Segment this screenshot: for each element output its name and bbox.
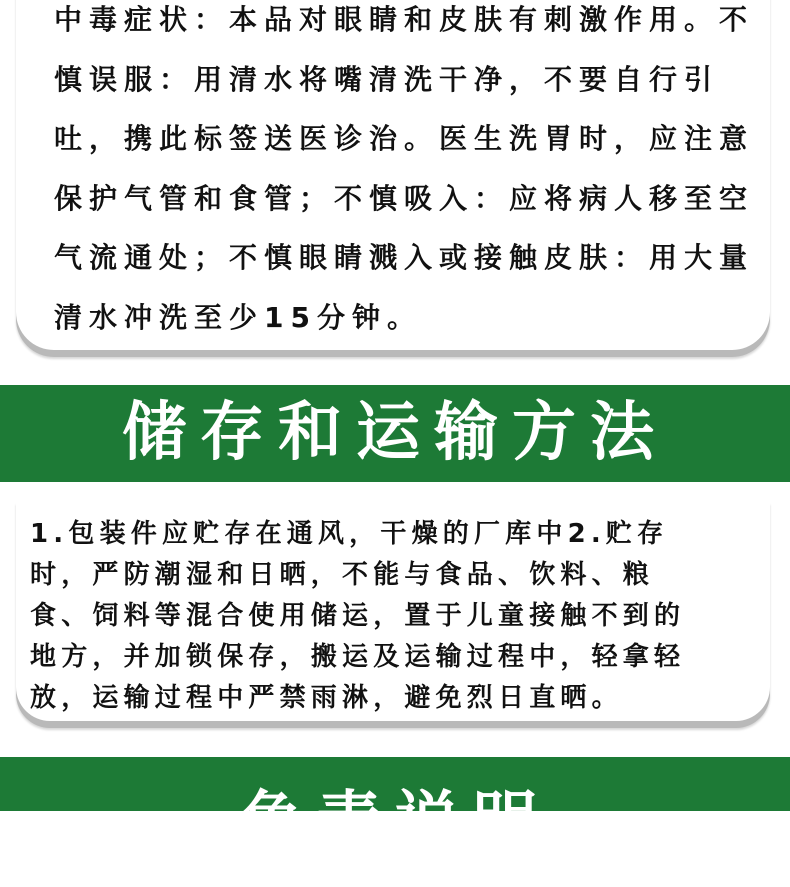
text-line: 地方，并加锁保存，搬运及运输过程中，轻拿轻 xyxy=(30,642,686,672)
text-line: 时，严防潮湿和日晒，不能与食品、饮料、粮 xyxy=(30,560,655,590)
first-aid-card xyxy=(16,0,770,350)
text-line: 放，运输过程中严禁雨淋，避免烈日直晒。 xyxy=(30,683,623,713)
text-line: 清水冲洗至少15分钟。 xyxy=(54,300,422,334)
section-heading-disclaimer: 免责说明 xyxy=(0,757,790,811)
text-line: 中毒症状：本品对眼睛和皮肤有刺激作用。不 xyxy=(54,3,755,36)
text-line: 吐，携此标签送医诊治。医生洗胃时，应注意 xyxy=(54,122,755,155)
storage-text xyxy=(30,514,770,719)
text-line: 1.包装件应贮存在通风，干燥的厂库中2.贮存 xyxy=(30,519,669,549)
text-line: 保护气管和食管；不慎吸入：应将病人移至空 xyxy=(54,181,755,215)
text-line: 慎误服：用清水将嘴清洗干净，不要自行引 xyxy=(54,62,720,96)
first-aid-text xyxy=(54,0,754,347)
section-heading-storage: 储存和运输方法 xyxy=(0,385,790,482)
text-line: 食、饲料等混合使用储运，置于儿童接触不到的 xyxy=(30,601,686,631)
storage-card xyxy=(16,496,770,721)
text-line: 气流通处；不慎眼睛溅入或接触皮肤：用大量 xyxy=(54,241,755,274)
